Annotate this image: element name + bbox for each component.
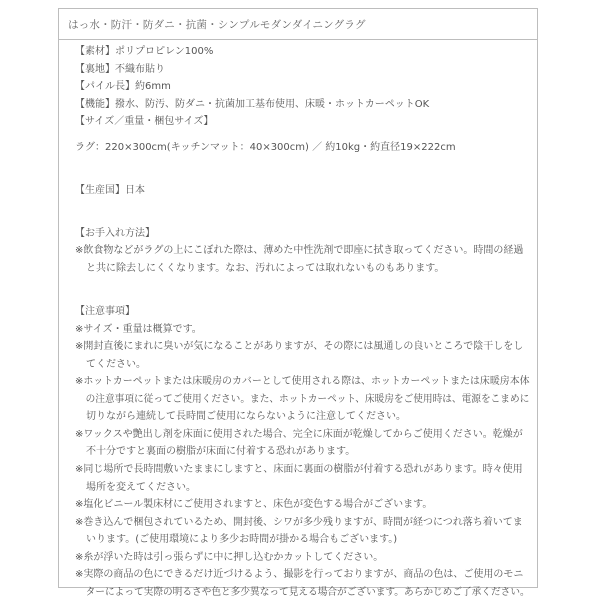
spec-function: 【機能】撥水、防汚、防ダニ・抗菌加工基布使用、床暖・ホットカーペットOK [75,98,430,110]
note-line: ※ワックスや艶出し剤を床面に使用された場合、完全に床面が乾燥してからご使用ください。乾燥が [75,428,523,440]
note-line: いります。(ご使用環境により多少お時間が掛かる場合もございます。) [86,534,398,546]
note-line: てください。 [86,358,146,370]
note-line: ※巻き込んで梱包されているため、開封後、シワが多少残りますが、時間が経つにつれ落ち着いてま [75,516,523,528]
spec-size-heading: 【サイズ／重量・梱包サイズ】 [75,116,214,128]
note-line: ※ホットカーペットまたは床暖房のカバーとして使用される際は、ホットカーペットまたは床暖房本体 [75,376,530,388]
note-line: ターによって実際の明るさや色と多少異なって見える場合がございます。あらかじめご了承ください。 [85,586,530,598]
spec-backing: 【裏地】不織布貼り [75,63,165,75]
spec-material: 【素材】ポリプロピレン100% [75,46,214,57]
spec-origin: 【生産国】日本 [75,184,145,196]
care-line: と共に除去しにくくなります。なお、汚れによっては取れないものもあります。 [86,263,445,275]
note-line: の注意事項に従ってご使用ください。また、ホットカーペット、床暖房をご使用時は、電源をこまめに [85,393,530,405]
note-line: ※塩化ビニール製床材にご使用されますと、床色が変色する場合がございます。 [75,499,433,511]
note-line: ※開封直後にまれに臭いが気になることがありますが、その際には風通しの良いところで陰干しをし [75,341,524,353]
description-body [75,43,530,601]
note-line: ※サイズ・重量は概算です。 [75,323,202,335]
page-title: はっ水・防汗・防ダニ・抗菌・シンプルモダンダイニングラグ [59,9,537,40]
note-line: ※糸が浮いた時は引っ張らずに中に押し込むかカットしてください。 [75,551,384,563]
care-heading: 【お手入れ方法】 [75,227,155,239]
spec-pile-length: 【パイル長】約6mm [75,81,171,93]
note-line: 場所を変えてください。 [86,481,196,493]
note-line: 不十分ですと裏面の樹脂が床面に付着する恐れがあります。 [86,446,356,458]
note-line: ※同じ場所で長時間敷いたままにしますと、床面に裏面の樹脂が付着する恐れがあります。時々使用 [75,464,523,476]
note-line: ※実際の商品の色にできるだけ近づけるよう、撮影を行っておりますが、商品の色は、ご使用のモニ [75,569,524,581]
spec-size-value: ラグ：220×300cm(キッチンマット：40×300cm) ／ 約10kg・約直径19×222cm [75,141,456,153]
care-line: ※飲食物などがラグの上にこぼれた際は、薄めた中性洗剤で即座に拭き取ってください。時間の経過 [75,245,524,257]
note-line: 切りながら連続して長時間ご使用にならないように注意してください。 [86,411,406,423]
notes-heading: 【注意事項】 [75,306,135,318]
